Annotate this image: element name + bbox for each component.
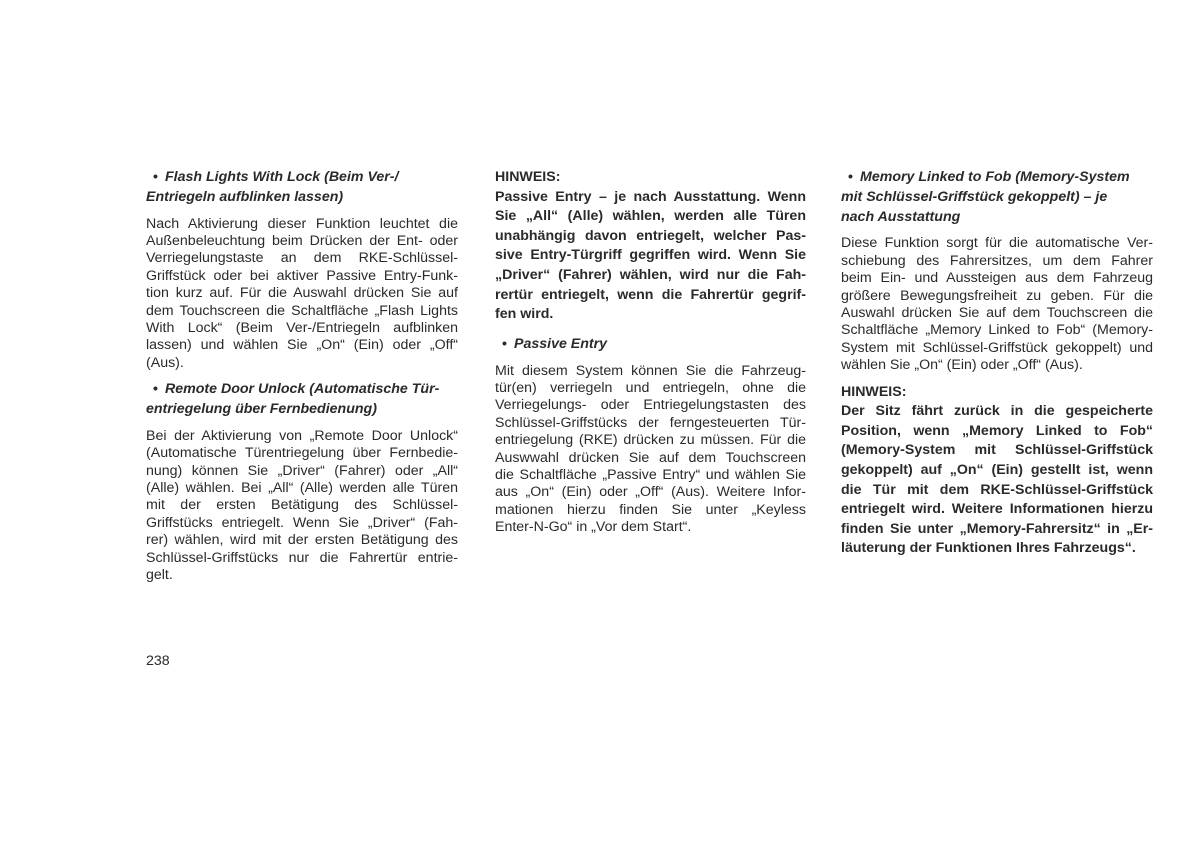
bullet-icon: • — [502, 335, 507, 352]
section-body-memory-linked-to-fob: Diese Funktion sorgt für die automatische Ver- schiebung des Fahrersitzes, um dem Fahrer beim Ein- und Aussteigen aus dem Fahrzeug größere Bewegungsfreiheit zu geben. Für die Auswahl drücken Sie auf dem Touchscreen die Schaltfläche „Memory Linked to Fob“ (Memory- System mit Schlüssel-Griffstück gekoppelt) und wählen Sie „On“ (Ein) oder „Off“ (Aus). — [841, 235, 1153, 374]
column-middle — [495, 168, 806, 545]
page-number: 238 — [146, 653, 170, 669]
note-title: HINWEIS: — [495, 169, 561, 185]
bullet-icon: • — [153, 169, 158, 185]
note-body-passive-entry: Passive Entry – je nach Ausstattung. Wenn Sie „All“ (Alle) wählen, werden alle Türen unabhängig davon entriegelt, welcher Pas- sive Entry-Türgriff gegriffen wird. Wenn Sie „Driver“ (Fahrer) wählen, wird nur die Fah- rertür entriegelt, wenn die Fahrertür gegrif- fen wird. — [495, 188, 806, 323]
column-left — [146, 168, 458, 593]
section-body-flash-lights: Nach Aktivierung dieser Funktion leuchtet die Außenbeleuchtung beim Drücken der Ent- oder Verriegelungstaste an dem RKE-Schlüssel- Griffstück oder bei aktiver Passive Entry-Funk- tion kurz auf. Für die Auswahl drücken Sie auf dem Touchscreen die Schaltfläche „Flash Lights With Lock“ (Beim Ver-/Entriegeln aufblinken lassen) und wählen Sie „On“ (Ein) oder „Off“ (Aus). — [146, 215, 458, 371]
section-heading-memory-linked-to-fob: • Memory Linked to Fob (Memory-System mit Schlüssel-Griffstück gekoppelt) – je nach Ausstattung — [841, 169, 1130, 225]
bullet-icon: • — [848, 169, 853, 185]
section-heading-flash-lights: • Flash Lights With Lock (Beim Ver-/ Entriegeln aufblinken lassen) — [146, 169, 399, 205]
section-heading-remote-door-unlock: • Remote Door Unlock (Automatische Tür- entriegelung über Fernbedienung) — [146, 381, 440, 418]
column-right — [841, 168, 1153, 569]
section-body-passive-entry: Mit diesem System können Sie die Fahrzeug- tür(en) verriegeln und entriegeln, ohne die Verriegelungs- oder Entriegelungstasten des Schlüssel-Griffstücks der ferngesteuerten Tür- entriegelung (RKE) drücken zu müssen. Für die Auswwahl drücken Sie auf dem Touchscreen die Schaltfläche „Passive Entry“ und wählen Sie aus „On“ (Ein) oder „Off“ (Aus). Weitere Infor- mationen hierzu finden Sie unter „Keyless Enter-N-Go“ in „Vor dem Start“. — [495, 362, 806, 536]
bullet-icon: • — [153, 381, 158, 398]
note-body-memory-seat: Der Sitz fährt zurück in die gespeicherte Position, wenn „Memory Linked to Fob“ (Memory-System mit Schlüssel-Griffstück gekoppelt) auf „On“ (Ein) gestellt ist, wenn die Tür mit dem RKE-Schlüssel-Griffstück entriegelt wird. Weitere Informationen hierzu finden Sie unter „Memory-Fahrersitz“ in „Er- läuterung der Funktionen Ihres Fahrzeugs“. — [841, 403, 1153, 557]
section-body-remote-door-unlock: Bei der Aktivierung von „Remote Door Unlock“ (Automatische Türentriegelung über Fernbedie- nung) können Sie „Driver“ (Fahrer) oder „All“ (Alle) wählen. Bei „All“ (Alle) werden alle Türen mit der ersten Betätigung des Schlüssel- Griffstücks entriegelt. Wenn Sie „Driver“ (Fah- rer) wählen, wird mit der ersten Betätigung des Schlüssel-Griffstücks nur die Fahrertür entrie- gelt. — [146, 427, 458, 584]
note-title: HINWEIS: — [841, 383, 907, 400]
section-heading-passive-entry: • Passive Entry — [495, 335, 806, 355]
